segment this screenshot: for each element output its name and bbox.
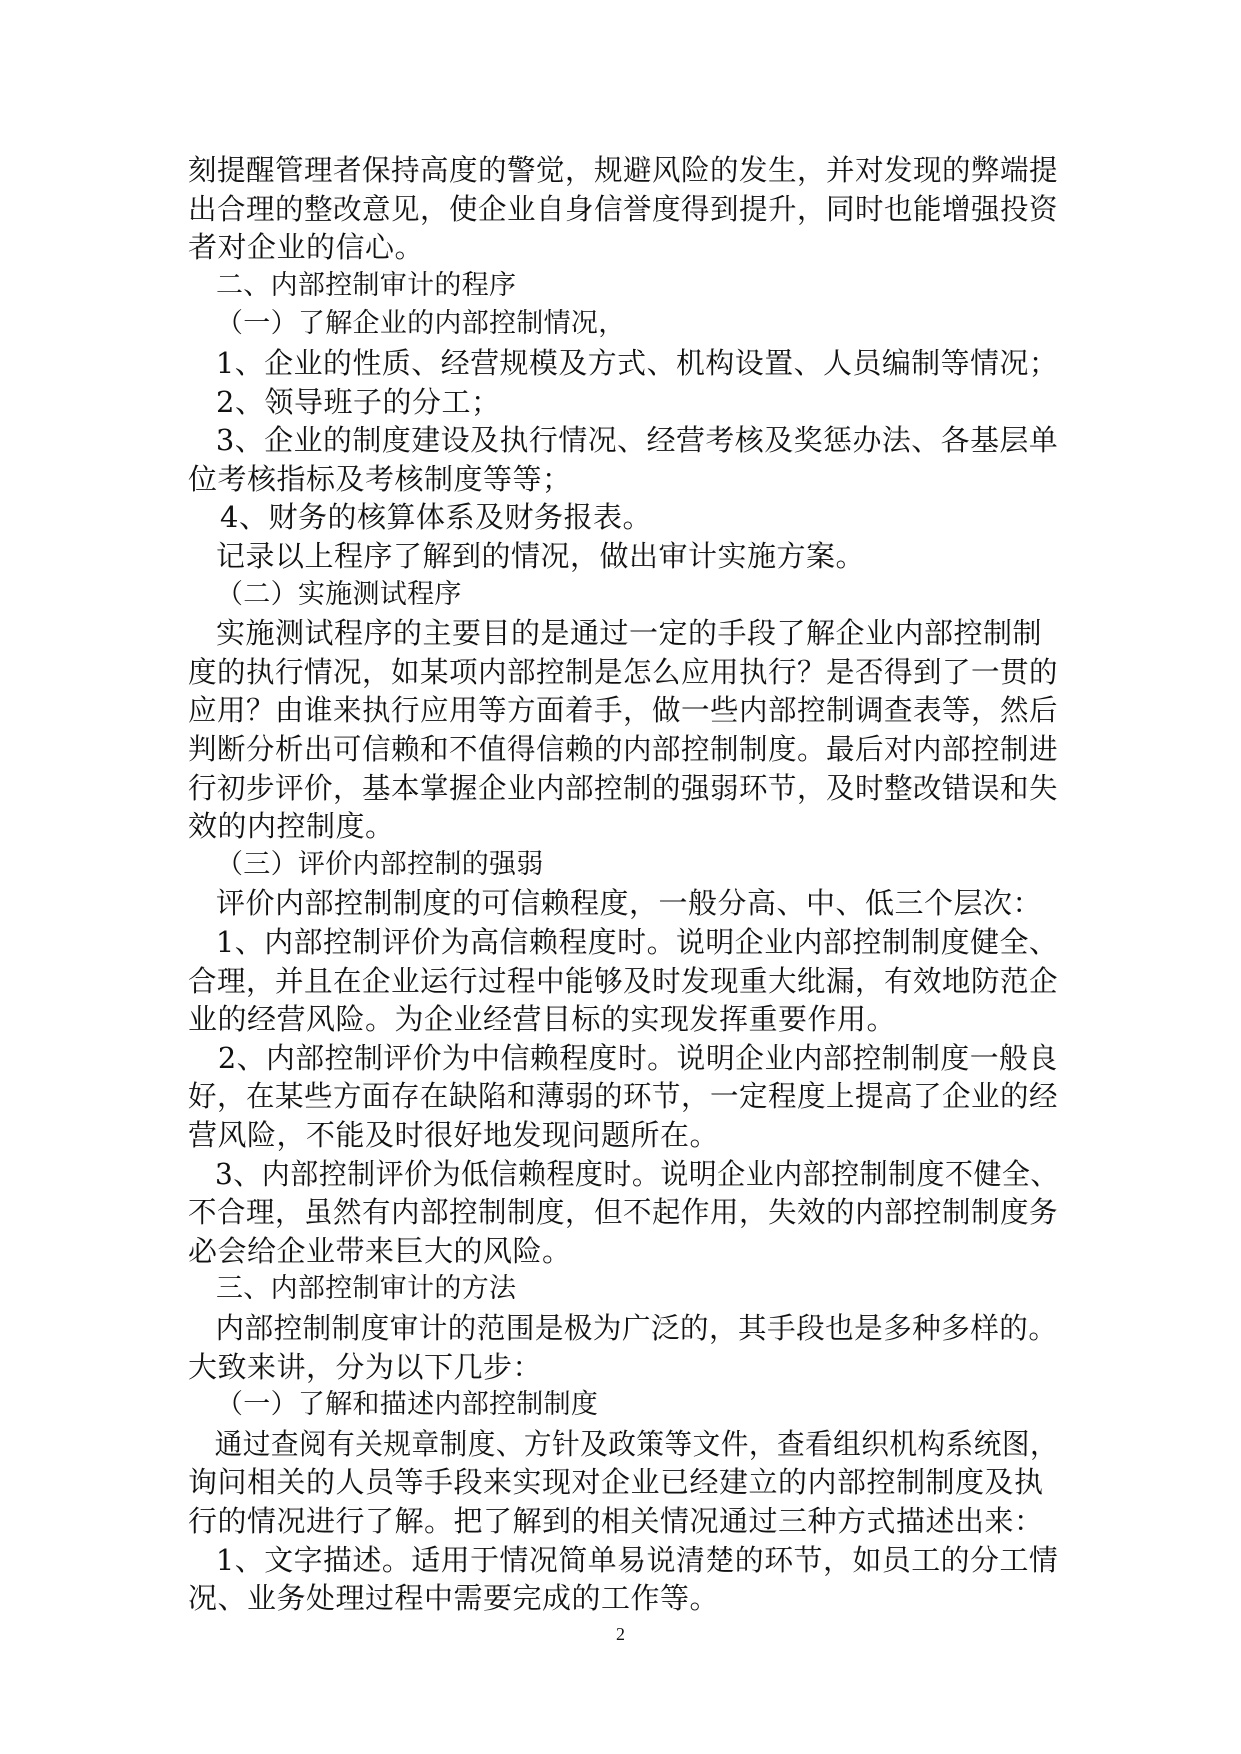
text-line: 1、文字描述。适用于情况简单易说清楚的环节，如员工的分工情	[215, 1542, 1059, 1577]
text-line: 况、业务处理过程中需要完成的工作等。	[188, 1581, 720, 1616]
text-line: 业的经营风险。为企业经营目标的实现发挥重要作用。	[188, 1002, 897, 1037]
text-line: 营风险，不能及时很好地发现问题所在。	[188, 1118, 720, 1152]
text-line: 必会给企业带来巨大的风险。	[188, 1233, 572, 1268]
text-line: 效的内控制度。	[188, 809, 395, 844]
section-heading: （三）评价内部控制的强弱	[216, 848, 544, 880]
text-line: 评价内部控制制度的可信赖程度，一般分高、中、低三个层次：	[216, 886, 1043, 921]
section-heading: （一）了解和描述内部控制制度	[216, 1389, 599, 1421]
text-line: 大致来讲，分为以下几步：	[188, 1349, 543, 1384]
text-line: 位考核指标及考核制度等等；	[188, 461, 572, 496]
text-line: 内部控制制度审计的范围是极为广泛的，其手段也是多种多样的。	[215, 1311, 1058, 1345]
text-line: 行的情况进行了解。把了解到的相关情况通过三种方式描述出来：	[188, 1504, 1044, 1538]
text-line: 通过查阅有关规章制度、方针及政策等文件，查看组织机构系统图，	[214, 1426, 1059, 1461]
page-number: 2	[616, 1624, 625, 1644]
section-heading: 二、内部控制审计的程序	[216, 269, 517, 301]
text-line: 刻提醒管理者保持高度的警觉，规避风险的发生，并对发现的弊端提	[188, 153, 1058, 187]
text-line: 不合理，虽然有内部控制制度，但不起作用，失效的内部控制制度务	[188, 1195, 1058, 1230]
text-line: 3、内部控制评价为低信赖程度时。说明企业内部控制制度不健全、	[215, 1156, 1059, 1191]
text-line: 应用？由谁来执行应用等方面着手，做一些内部控制调查表等，然后	[188, 693, 1058, 728]
text-line: 出合理的整改意见，使企业自身信誉度得到提升，同时也能增强投资	[188, 191, 1058, 226]
text-line: 行初步评价，基本掌握企业内部控制的强弱环节，及时整改错误和失	[188, 770, 1058, 805]
text-line: 实施测试程序的主要目的是通过一定的手段了解企业内部控制制	[216, 616, 1043, 651]
text-line: 2、领导班子的分工；	[216, 384, 501, 419]
text-line: 2、内部控制评价为中信赖程度时。说明企业内部控制制度一般良	[217, 1040, 1058, 1075]
text-line: 合理，并且在企业运行过程中能够及时发现重大纰漏，有效地防范企	[188, 963, 1058, 998]
text-line: 1、企业的性质、经营规模及方式、机构设置、人员编制等情况；	[215, 346, 1059, 380]
text-line: 好，在某些方面存在缺陷和薄弱的环节，一定程度上提高了企业的经	[188, 1079, 1058, 1114]
text-line: 度的执行情况，如某项内部控制是怎么应用执行？是否得到了一贯的	[188, 654, 1058, 689]
section-heading: 三、内部控制审计的方法	[216, 1273, 517, 1305]
section-heading: （一）了解企业的内部控制情况，	[216, 308, 626, 340]
text-line: 者对企业的信心。	[188, 230, 425, 265]
text-line: 判断分析出可信赖和不值得信赖的内部控制制度。最后对内部控制进	[188, 732, 1058, 766]
text-line: 询问相关的人员等手段来实现对企业已经建立的内部控制制度及执	[188, 1465, 1044, 1500]
text-line: 记录以上程序了解到的情况，做出审计实施方案。	[216, 539, 866, 573]
text-line: 1、内部控制评价为高信赖程度时。说明企业内部控制制度健全、	[215, 925, 1059, 959]
section-heading: （二）实施测试程序	[216, 578, 462, 610]
text-line: 3、企业的制度建设及执行情况、经营考核及奖惩办法、各基层单	[215, 423, 1059, 458]
text-line: 4、财务的核算体系及财务报表。	[220, 500, 652, 535]
